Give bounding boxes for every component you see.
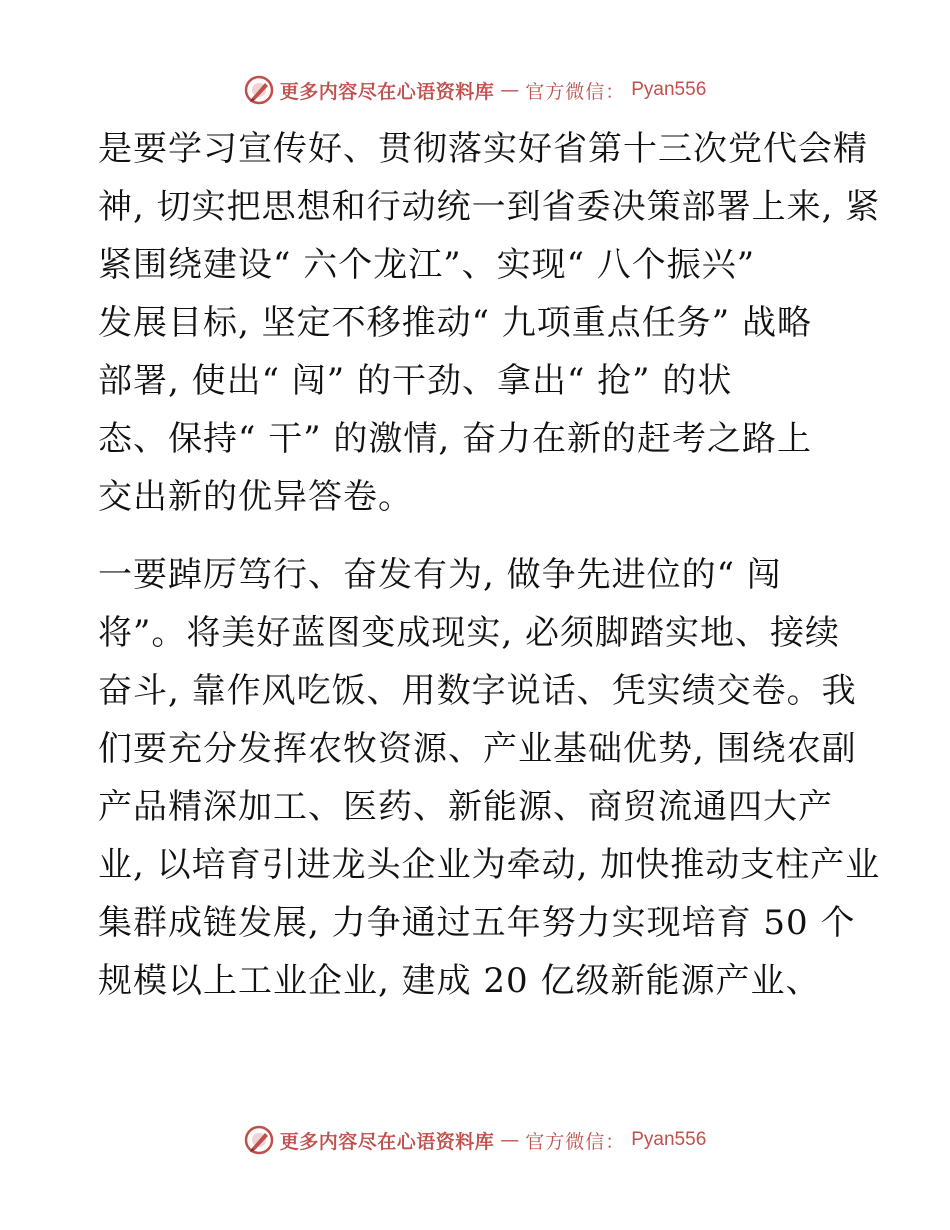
watermark-text: 更多内容尽在心语资料库 xyxy=(279,80,495,103)
text-line: 部署, 使出“ 闯” 的干劲、拿出“ 抢” 的状 xyxy=(98,361,733,401)
paragraph-1 xyxy=(98,120,881,526)
text-line: 神, 切实把思想和行动统一到省委决策部署上来, 紧 xyxy=(98,187,881,227)
watermark-separator: — xyxy=(500,1129,520,1151)
watermark-id: Pyan556 xyxy=(631,79,707,100)
footer-watermark xyxy=(0,1120,950,1160)
text-line: 们要充分发挥农牧资源、产业基础优势, 围绕农副 xyxy=(98,729,857,769)
paragraph-gap xyxy=(98,526,858,546)
text-line: 是要学习宣传好、贯彻落实好省第十三次党代会精 xyxy=(98,129,868,169)
text-line: 将”。将美好蓝图变成现实, 必须脚踏实地、接续 xyxy=(98,613,840,653)
text-line: 业, 以培育引进龙头企业为牵动, 加快推动支柱产业 xyxy=(98,845,881,885)
text-line: 态、保持“ 干” 的激情, 奋力在新的赶考之路上 xyxy=(98,419,812,459)
red-circle-pen-logo-icon xyxy=(244,75,274,105)
watermark-text: 更多内容尽在心语资料库 xyxy=(279,1130,495,1153)
watermark-separator: — xyxy=(500,79,520,101)
text-line: 紧围绕建设“ 六个龙江”、实现“ 八个振兴” xyxy=(98,245,756,285)
text-line: 发展目标, 坚定不移推动“ 九项重点任务” 战略 xyxy=(98,303,812,343)
text-line: 集群成链发展, 力争通过五年努力实现培育 50 个 xyxy=(98,903,856,943)
red-circle-pen-logo-icon xyxy=(244,1125,274,1155)
text-line: 奋斗, 靠作风吃饭、用数字说话、凭实绩交卷。我 xyxy=(98,671,857,711)
watermark-label: 官方微信： xyxy=(525,80,626,103)
header-watermark xyxy=(0,70,950,110)
watermark-id: Pyan556 xyxy=(631,1129,707,1150)
text-line: 交出新的优异答卷。 xyxy=(98,477,413,517)
paragraph-2 xyxy=(98,546,881,1010)
text-line: 规模以上工业企业, 建成 20 亿级新能源产业、 xyxy=(98,961,821,1001)
watermark-label: 官方微信： xyxy=(525,1130,626,1153)
document-body xyxy=(98,120,881,1010)
text-line: 一要踔厉笃行、奋发有为, 做争先进位的“ 闯 xyxy=(98,555,782,595)
text-line: 产品精深加工、医药、新能源、商贸流通四大产 xyxy=(98,787,833,827)
